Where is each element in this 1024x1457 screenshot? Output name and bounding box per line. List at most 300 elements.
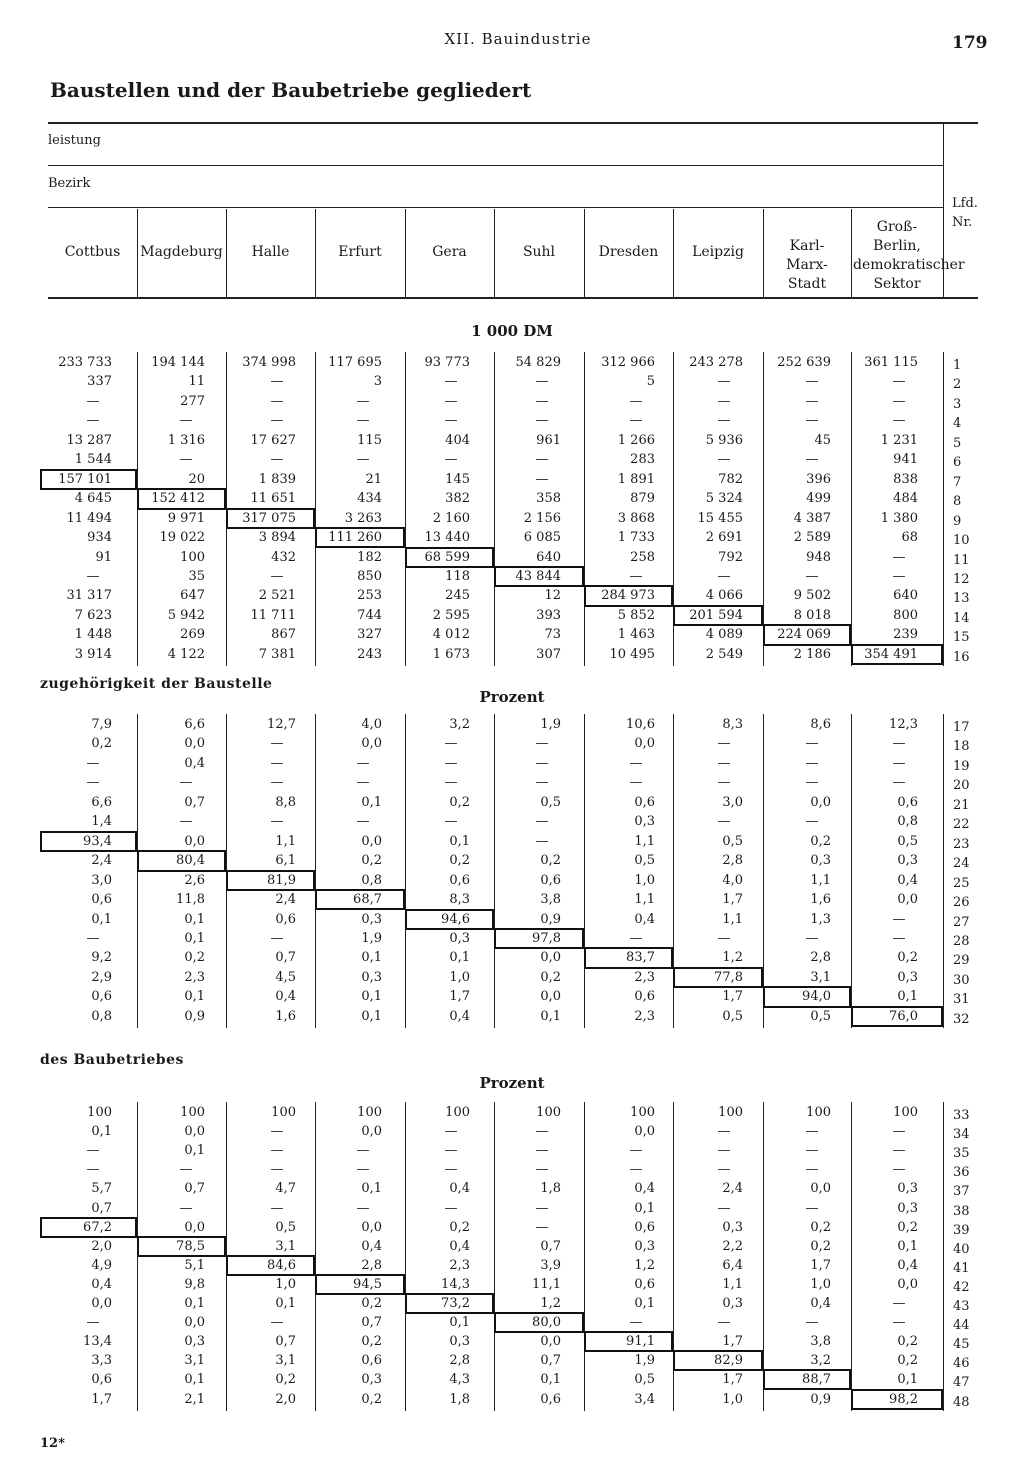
column-header-2: Magdeburg: [140, 243, 223, 260]
table-cell: 0,6: [91, 989, 112, 1005]
table-cell: 0,2: [897, 1219, 918, 1235]
table-cell: 100: [718, 1105, 743, 1120]
table-cell: 9,8: [184, 1276, 205, 1292]
table-cell: 12: [544, 588, 561, 604]
row-number: 15: [953, 630, 970, 646]
table-cell: 0,3: [810, 853, 831, 869]
diagonal-highlight-box: [673, 967, 763, 988]
table-cell: 499: [806, 491, 831, 507]
table-cell: 4 012: [432, 627, 470, 643]
row-number: 31: [953, 992, 970, 1008]
table-cell: —: [805, 775, 819, 791]
table-cell: 0,3: [897, 853, 918, 869]
table-cell: —: [270, 755, 284, 771]
table-cell: 0,1: [361, 989, 382, 1005]
table-cell: 0,2: [897, 1353, 918, 1369]
table-cell: 4,5: [275, 969, 296, 985]
table-cell: —: [444, 413, 458, 429]
row-number: 18: [953, 739, 970, 755]
row-number: 6: [953, 455, 962, 471]
table-cell: 0,6: [540, 872, 561, 888]
table-cell: —: [892, 775, 906, 791]
table-cell: 432: [271, 549, 296, 565]
table-cell: 0,2: [540, 969, 561, 985]
row-number: 41: [953, 1260, 970, 1276]
table-cell: 1,0: [449, 969, 470, 985]
table-cell: 3,1: [184, 1353, 205, 1369]
table-cell: 327: [357, 627, 382, 643]
table-cell: 0,6: [361, 1353, 382, 1369]
table-cell: 5 324: [705, 491, 743, 507]
table-cell: 1,1: [634, 833, 655, 849]
table-cell: 100: [271, 1105, 296, 1120]
table-cell: 3,3: [91, 1353, 112, 1369]
table-cell: —: [179, 413, 193, 429]
table-title: Baustellen und der Baubetriebe gegliedert: [50, 78, 532, 102]
table-cell: 94,6: [441, 911, 470, 927]
table-cell: 1,7: [91, 1391, 112, 1407]
table-cell: 3: [373, 374, 382, 390]
table-cell: —: [86, 775, 100, 791]
column-rule: [673, 209, 674, 297]
table-cell: 0,2: [540, 853, 561, 869]
table-cell: 0,7: [184, 1181, 205, 1197]
table-cell: 0,3: [449, 1334, 470, 1350]
column-rule: [315, 209, 316, 297]
table-cell: 0,0: [361, 1219, 382, 1235]
table-cell: —: [892, 568, 906, 584]
diagonal-highlight-box: [763, 1369, 851, 1390]
table-cell: 100: [893, 1105, 918, 1120]
table-cell: —: [535, 833, 549, 849]
table-cell: 4,9: [91, 1257, 112, 1273]
table-cell: 0,0: [540, 1334, 561, 1350]
table-cell: 31 317: [66, 588, 112, 604]
row-number: 38: [953, 1203, 970, 1219]
table-cell: 93 773: [424, 355, 470, 370]
column-header-6: Suhl: [522, 243, 556, 260]
table-cell: 11 494: [66, 510, 112, 526]
table-cell: —: [805, 393, 819, 409]
table-cell: 8,3: [722, 717, 743, 732]
table-cell: 647: [180, 588, 205, 604]
table-cell: —: [86, 393, 100, 409]
group-label-leistung: leistung: [48, 133, 101, 148]
diagonal-highlight-box: [584, 585, 673, 606]
table-cell: 307: [536, 646, 561, 662]
column-header-5: Gera: [432, 243, 467, 260]
table-cell: 0,1: [184, 1372, 205, 1388]
table-cell: 0,2: [361, 1391, 382, 1407]
table-cell: 0,1: [634, 1296, 655, 1311]
table-cell: 0,0: [810, 1181, 831, 1197]
table-cell: —: [535, 413, 549, 429]
table-cell: —: [444, 452, 458, 468]
table-cell: 5 942: [167, 607, 205, 623]
table-cell: —: [717, 814, 731, 830]
table-cell: 0,7: [540, 1353, 561, 1369]
table-cell: 3,8: [540, 892, 561, 908]
table-cell: 0,3: [634, 814, 655, 830]
row-number: 45: [953, 1337, 970, 1353]
table-cell: 11 651: [250, 491, 296, 507]
table-cell: 11 711: [250, 607, 296, 623]
table-cell: 850: [357, 568, 382, 584]
column-header-1: Cottbus: [64, 243, 121, 260]
table-cell: 8,8: [275, 794, 296, 810]
table-cell: —: [535, 471, 549, 487]
table-cell: 88,7: [802, 1372, 831, 1388]
table-cell: 94,0: [802, 989, 831, 1005]
table-cell: —: [444, 393, 458, 409]
table-cell: —: [270, 1143, 284, 1159]
table-cell: —: [86, 930, 100, 946]
table-cell: 640: [893, 588, 918, 604]
table-cell: 0,0: [184, 1219, 205, 1235]
footer-signature: 12*: [40, 1436, 65, 1451]
table-cell: 2 186: [793, 646, 831, 662]
row-number: 27: [953, 914, 970, 930]
table-cell: 0,2: [897, 950, 918, 966]
table-cell: —: [892, 413, 906, 429]
table-cell: 2,0: [91, 1238, 112, 1254]
table-cell: 1 266: [617, 432, 655, 448]
table-cell: —: [535, 393, 549, 409]
page-number: 179: [952, 33, 988, 53]
table-cell: 0,1: [361, 1008, 382, 1024]
table-cell: 3,0: [91, 872, 112, 888]
table-cell: 3,1: [275, 1353, 296, 1369]
table-cell: —: [535, 736, 549, 752]
diagonal-highlight-box: [494, 928, 584, 949]
row-number: 11: [953, 552, 970, 568]
table-cell: —: [444, 1162, 458, 1178]
table-cell: 0,5: [540, 794, 561, 810]
table-cell: —: [717, 452, 731, 468]
rule-head-bottom: [48, 297, 978, 299]
table-cell: —: [444, 374, 458, 390]
table-cell: —: [356, 755, 370, 771]
table-cell: 0,2: [449, 794, 470, 810]
table-cell: 284 973: [601, 588, 655, 604]
table-cell: 0,2: [449, 853, 470, 869]
table-cell: 1 316: [167, 432, 205, 448]
table-cell: 4,0: [722, 872, 743, 888]
table-cell: 2 589: [793, 530, 831, 546]
row-number: 42: [953, 1279, 970, 1295]
table-cell: —: [270, 736, 284, 752]
table-cell: 434: [357, 491, 382, 507]
table-cell: 6 085: [523, 530, 561, 546]
table-cell: 0,6: [634, 989, 655, 1005]
row-number: 12: [953, 571, 970, 587]
table-cell: 1,4: [91, 814, 112, 830]
table-cell: 0,3: [361, 911, 382, 927]
table-cell: —: [805, 1162, 819, 1178]
table-cell: 0,1: [897, 1372, 918, 1388]
table-cell: 11,8: [176, 892, 205, 908]
table-cell: 0,3: [897, 1181, 918, 1197]
row-number: 3: [953, 396, 962, 412]
diagonal-highlight-box: [40, 469, 137, 490]
table-cell: 0,1: [540, 1008, 561, 1024]
table-cell: 358: [536, 491, 561, 507]
row-number: 4: [953, 416, 962, 432]
table-cell: 0,6: [91, 892, 112, 908]
table-cell: 1 448: [74, 627, 112, 643]
table-cell: 117 695: [328, 355, 382, 370]
table-cell: 0,3: [897, 1200, 918, 1216]
table-cell: 3 263: [344, 510, 382, 526]
table-cell: 0,0: [540, 989, 561, 1005]
table-cell: 1,7: [810, 1257, 831, 1273]
table-cell: 1 463: [617, 627, 655, 643]
rule-bezirk: [48, 207, 943, 208]
table-cell: 1 231: [880, 432, 918, 448]
table-cell: —: [86, 1143, 100, 1159]
table-cell: 1,7: [449, 989, 470, 1005]
table-cell: 3 914: [74, 646, 112, 662]
table-cell: 354 491: [864, 646, 918, 662]
table-cell: 5 936: [705, 432, 743, 448]
diagonal-highlight-box: [40, 1217, 137, 1238]
table-cell: 0,0: [184, 1315, 205, 1331]
table-cell: 0,1: [184, 1143, 205, 1159]
table-cell: 934: [87, 530, 112, 546]
table-cell: 9 502: [793, 588, 831, 604]
table-cell: 2,1: [184, 1391, 205, 1407]
table-cell: —: [270, 775, 284, 791]
table-cell: 0,0: [897, 892, 918, 908]
table-cell: 182: [357, 549, 382, 565]
table-cell: 0,7: [275, 950, 296, 966]
table-cell: 0,4: [91, 1276, 112, 1292]
table-cell: 1,6: [810, 892, 831, 908]
table-cell: 13 440: [424, 530, 470, 546]
table-cell: 7,9: [91, 717, 112, 732]
table-cell: —: [270, 1124, 284, 1140]
table-cell: 14,3: [441, 1276, 470, 1292]
table-cell: 68 599: [424, 549, 470, 565]
table-cell: 4 122: [167, 646, 205, 662]
column-rule: [851, 209, 852, 297]
table-cell: 337: [87, 374, 112, 390]
table-cell: —: [444, 755, 458, 771]
table-cell: 4 645: [74, 491, 112, 507]
table-cell: 0,3: [449, 930, 470, 946]
table-cell: 1 673: [432, 646, 470, 662]
table-cell: 9 971: [167, 510, 205, 526]
table-cell: 9,2: [91, 950, 112, 966]
table-cell: —: [805, 1124, 819, 1140]
table-cell: 15 455: [697, 510, 743, 526]
table-cell: 3,1: [810, 969, 831, 985]
table-cell: 0,6: [634, 794, 655, 810]
column-header-7: Dresden: [598, 243, 659, 260]
row-number: 40: [953, 1241, 970, 1257]
diagonal-highlight-box: [494, 566, 584, 587]
table-cell: 0,1: [449, 833, 470, 849]
table-cell: 1,0: [275, 1276, 296, 1292]
table-cell: 393: [536, 607, 561, 623]
row-number: 33: [953, 1108, 970, 1123]
table-cell: 1 733: [617, 530, 655, 546]
table-cell: 1,2: [634, 1257, 655, 1273]
diagonal-highlight-box: [137, 1236, 226, 1257]
table-cell: 2,4: [722, 1181, 743, 1197]
diagonal-highlight-box: [137, 488, 226, 509]
table-cell: —: [270, 930, 284, 946]
table-cell: —: [717, 1143, 731, 1159]
table-cell: —: [270, 393, 284, 409]
table-cell: —: [179, 452, 193, 468]
table-cell: 2,4: [275, 892, 296, 908]
table-cell: 0,2: [810, 1238, 831, 1254]
chapter-header: XII. Bauindustrie: [444, 30, 592, 48]
table-cell: 93,4: [83, 833, 112, 849]
table-cell: 2 691: [705, 530, 743, 546]
column-rule: [405, 209, 406, 297]
table-cell: —: [444, 736, 458, 752]
diagonal-highlight-box: [315, 1274, 405, 1295]
table-cell: 83,7: [626, 950, 655, 966]
table-cell: —: [892, 393, 906, 409]
table-cell: 1,7: [722, 892, 743, 908]
column-rule: [226, 209, 227, 297]
table-cell: 0,8: [361, 872, 382, 888]
diagonal-highlight-box: [851, 1006, 943, 1027]
table-cell: —: [629, 775, 643, 791]
row-number: 7: [953, 474, 962, 490]
row-number: 25: [953, 875, 970, 891]
table-cell: 8,3: [449, 892, 470, 908]
table-cell: 0,6: [634, 1219, 655, 1235]
table-cell: 2,4: [91, 853, 112, 869]
table-cell: 2,3: [184, 969, 205, 985]
table-cell: 0,0: [810, 794, 831, 810]
table-cell: —: [892, 1143, 906, 1159]
table-cell: 13 287: [66, 432, 112, 448]
table-cell: 2 160: [432, 510, 470, 526]
table-cell: 744: [357, 607, 382, 623]
table-cell: 97,8: [532, 930, 561, 946]
table-cell: 10 495: [609, 646, 655, 662]
table-cell: 82,9: [714, 1353, 743, 1369]
table-cell: —: [717, 1124, 731, 1140]
group-label-bezirk: Bezirk: [48, 176, 91, 191]
table-cell: —: [892, 911, 906, 927]
diagonal-highlight-box: [405, 1293, 494, 1314]
table-cell: —: [535, 452, 549, 468]
table-cell: 7 381: [258, 646, 296, 662]
table-cell: 45: [814, 432, 831, 448]
table-cell: —: [629, 1315, 643, 1331]
table-cell: 0,0: [184, 1124, 205, 1140]
table-cell: —: [356, 413, 370, 429]
diagonal-highlight-box: [40, 831, 137, 852]
table-cell: 0,0: [634, 736, 655, 752]
table-cell: 8 018: [793, 607, 831, 623]
row-number: 26: [953, 895, 970, 911]
table-cell: —: [356, 1200, 370, 1216]
table-cell: 80,0: [532, 1315, 561, 1331]
table-cell: 782: [718, 471, 743, 487]
table-cell: 11,1: [532, 1276, 561, 1292]
row-number: 16: [953, 649, 970, 665]
table-cell: 0,0: [540, 950, 561, 966]
table-cell: 1,3: [810, 911, 831, 927]
table-cell: 0,2: [361, 853, 382, 869]
row-number: 2: [953, 377, 962, 393]
section-label: des Baubetriebes: [40, 1052, 184, 1068]
table-cell: 100: [180, 1105, 205, 1120]
table-cell: 0,7: [540, 1238, 561, 1254]
table-cell: 152 412: [151, 491, 205, 507]
table-cell: 0,1: [275, 1296, 296, 1311]
table-cell: 73: [544, 627, 561, 643]
table-cell: 100: [630, 1105, 655, 1120]
table-cell: 0,7: [91, 1200, 112, 1216]
table-cell: 91: [95, 549, 112, 565]
table-cell: 19 022: [159, 530, 205, 546]
table-cell: —: [270, 1162, 284, 1178]
table-cell: 68: [901, 530, 918, 546]
row-number: 22: [953, 817, 970, 833]
table-cell: 145: [445, 471, 470, 487]
table-cell: 4,3: [449, 1372, 470, 1388]
table-cell: 317 075: [242, 510, 296, 526]
table-cell: 396: [806, 471, 831, 487]
table-cell: 17 627: [250, 432, 296, 448]
table-cell: 0,6: [449, 872, 470, 888]
table-cell: 0,4: [275, 989, 296, 1005]
table-cell: 0,9: [540, 911, 561, 927]
table-cell: 1,9: [361, 930, 382, 946]
table-cell: —: [179, 1162, 193, 1178]
table-cell: 100: [445, 1105, 470, 1120]
table-cell: 0,0: [91, 1296, 112, 1311]
table-cell: —: [805, 452, 819, 468]
table-cell: 0,5: [722, 833, 743, 849]
table-cell: 77,8: [714, 969, 743, 985]
table-cell: 111 260: [328, 530, 382, 546]
table-cell: 0,6: [275, 911, 296, 927]
row-number: 21: [953, 797, 970, 813]
table-cell: 98,2: [889, 1391, 918, 1407]
table-cell: 0,1: [184, 1296, 205, 1311]
table-cell: 0,5: [897, 833, 918, 849]
table-cell: —: [270, 413, 284, 429]
table-cell: 1,1: [810, 872, 831, 888]
table-cell: 3,2: [449, 717, 470, 732]
row-number: 20: [953, 778, 970, 794]
table-cell: —: [356, 452, 370, 468]
table-cell: —: [717, 736, 731, 752]
table-cell: 1,7: [722, 1334, 743, 1350]
table-cell: 1,7: [722, 989, 743, 1005]
table-cell: —: [717, 1315, 731, 1331]
table-cell: 0,1: [449, 1315, 470, 1331]
table-cell: —: [535, 1143, 549, 1159]
table-cell: 0,1: [184, 911, 205, 927]
table-cell: 4 089: [705, 627, 743, 643]
table-cell: 73,2: [441, 1296, 470, 1311]
table-cell: 3 868: [617, 510, 655, 526]
table-cell: —: [805, 1143, 819, 1159]
table-cell: 1,0: [810, 1276, 831, 1292]
table-cell: —: [86, 568, 100, 584]
table-cell: 2,3: [634, 1008, 655, 1024]
